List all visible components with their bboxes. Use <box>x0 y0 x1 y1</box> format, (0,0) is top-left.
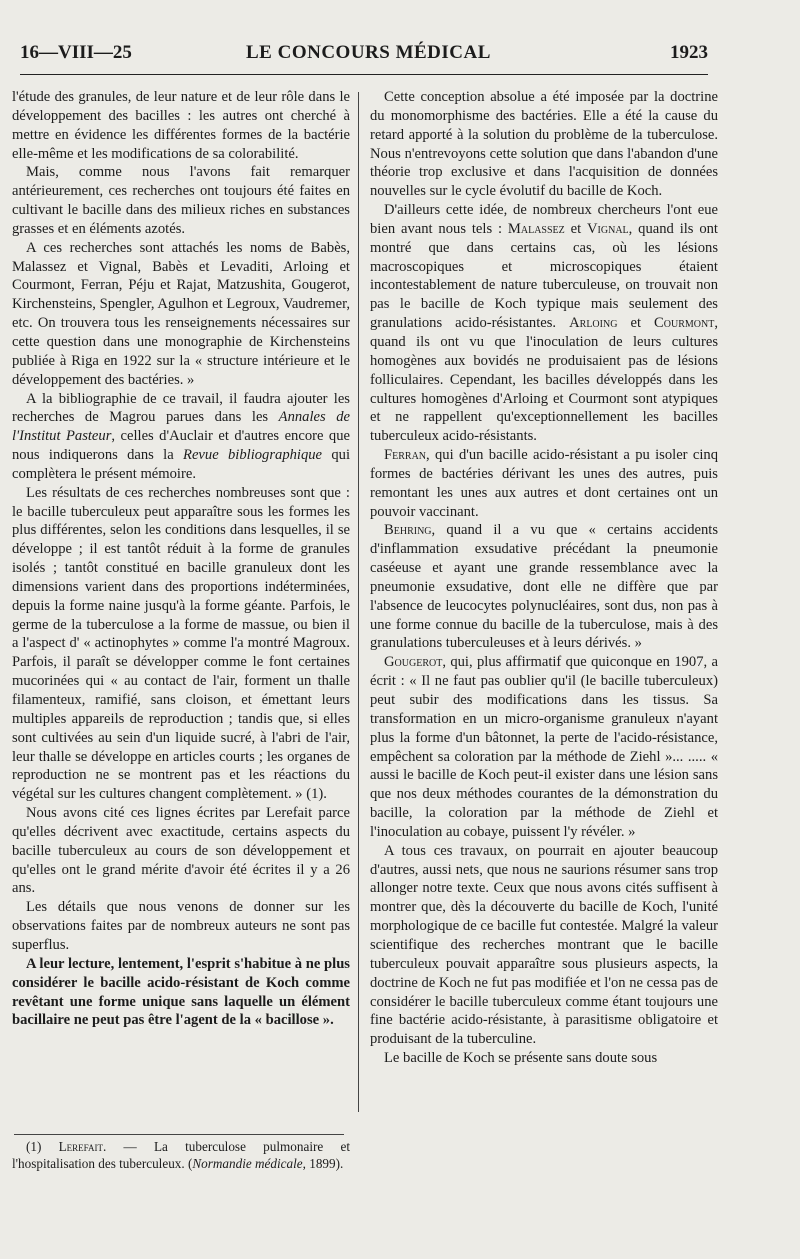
text-run: , celles d'Auclair et d'autres encore que nous indiquerons dans la <box>12 428 350 464</box>
column-divider <box>358 92 359 1112</box>
text-run: , qui, plus affirmatif que quiconque en 1907, a écrit : « Il ne faut pas oublier qu'il (le bacille tuberculeux) peut subir des modifications dans les tissus. Sa transformation en un micro-organisme granuleux n'ayant plus la forme d'un bâtonnet, la perte de l'acido-résistance, empêchent sa coloration par la méthode de Ziehl »... ..... « aussi le bacille de Koch peut-il exister dans une lésion sans que nos deux méthodes courantes de la démonstration du bacille, la coloration par la méthode de Ziehl et l'inoculation au cobaye, puissent l'y révéler. » <box>370 654 718 840</box>
journal-title: LE CONCOURS MÉDICAL <box>246 42 491 63</box>
paragraph: A ces recherches sont attachés les noms de Babès, Malassez et Vignal, Babès et Levaditi, Arloing et Courmont, Ferran, Péju et Rajat, Matzushita, Gougerot, Kirchensteins, Spengler, Agulhon et Legroux, Vaudremer, etc. On trouvera tous les renseignements nécessaires sur cette question dans une monographie de Kirchensteins publiée à Riga en 1922 sur la « structure intérieure et le développement des bactéries. » <box>12 239 350 388</box>
page-number: 16—VIII—25 <box>20 42 132 63</box>
journal-name: Annales de l'Institut Pasteur <box>12 409 350 445</box>
paragraph: A leur lecture, lentement, l'esprit s'habitue à ne plus considérer le bacille acido-résistant de Koch comme revêtant une forme unique sans laquelle un élément bacillaire ne peut pas être l'agent de la « bacillose ». <box>12 955 350 1029</box>
journal-name: Revue bibliographique <box>183 447 323 464</box>
right-column <box>370 88 718 1068</box>
author-name: Gougerot <box>384 654 443 671</box>
author-name: Malassez <box>507 220 565 237</box>
footnote-divider <box>14 1134 344 1135</box>
text-run: qui complètera le présent mémoire. <box>12 447 351 482</box>
author-name: Arloing <box>569 315 618 332</box>
paragraph <box>12 390 350 484</box>
paragraph: Les détails que nous venons de donner sur les observations faites par de nombreux auteurs ne sont pas superflus. <box>12 899 350 953</box>
paragraph <box>370 201 718 446</box>
paragraph: Cette conception absolue a été imposée par la doctrine du monomorphisme des bactéries. Elle a été la cause du retard apporté à la solution du problème de la tuberculose. Nous n'entrevoyons cette solution que dans l'abandon d'une théorie trop exclusive et dans l'acquisition de données nouvelles sur le cycle évolutif du bacille de Koch. <box>370 89 718 200</box>
text-run: et <box>564 220 588 237</box>
paragraph: Mais, comme nous l'avons fait remarquer antérieurement, ces recherches ont toujours été faites en cultivant le bacille dans des milieux riches en substances grasses et en éléments azotés. <box>12 164 350 237</box>
author-name: Vignal <box>587 220 629 237</box>
left-column <box>12 88 350 1030</box>
text-run: et <box>617 315 655 332</box>
author-name: Lerefait. <box>58 1139 107 1154</box>
text-run: , 1899). <box>302 1156 344 1171</box>
paragraph: A tous ces travaux, on pourrait en ajouter beaucoup d'autres, aussi nets, que nous ne saurions résumer sans trop allonger notre texte. Ceux que nous avons cités suffisent à montrer que, dès la découverte du bacille de Koch, l'unité morphologique de ce bacille fut contestée. Malgré la valeur scientifique des recherches montrant que le bacille tuberculeux pouvait apparaître sous plusieurs aspects, la doctrine de Koch ne fut pas modifiée et l'on ne cessa pas de considérer le bacille tuberculeux comme étant toujours une fine bactérie acido-résistante, à parasitisme obligatoire et produisant de la tuberculine. <box>370 842 718 1048</box>
page-header <box>20 40 708 75</box>
paragraph: Nous avons cité ces lignes écrites par Lerefait parce qu'elles décrivent avec exactitude, certains aspects du bacille tuberculeux au cours de son développement et qu'elles ont le grand mérite d'avoir été écrites il y a 26 ans. <box>12 805 350 897</box>
author-name: Courmont <box>654 315 715 332</box>
paragraph: Les résultats de ces recherches nombreuses sont que : le bacille tuberculeux peut apparaître sous les formes les plus différentes, selon les conditions dans lesquelles, il se développe ; il est tantôt réduit à la forme de granules isolés ; tantôt constitué en bacille granuleux dont les dimensions varient dans des proportions indéterminées, depuis la forme naine jusqu'à la forme géante. Parfois, le germe de la tuberculose a la forme de massue, ou bien il a l'aspect d' « actinophytes » comme l'a montré Magroux. Parfois, il paraît se développer comme le font certaines mucorinées qui « au contact de l'air, forment un thalle filamenteux, ramifié, sans cloison, et émettant leurs multiples appareils de reproduction ; tandis que, si elles sont cultivées au sein d'un liquide sucré, à l'abri de l'air, leur thalle se développe en articles courts ; les organes de reproduction ne se montrent pas et les réactions du végétal sur les cultures changent complètement. » (1). <box>12 484 350 803</box>
text-run: , qui d'un bacille acido-résistant a pu isoler cinq formes de bactéries dérivant les unes des autres, puis remontant les unes aux autres et dont certaines ont un pouvoir vaccinant. <box>370 447 718 520</box>
text-run: — La tuberculose pulmonaire et l'hospitalisation des tuberculeux. ( <box>12 1139 350 1171</box>
paragraph <box>370 521 718 653</box>
author-name: Behring <box>384 522 432 539</box>
author-name: Ferran <box>384 447 427 464</box>
text-run: , quand ils ont vu que l'inoculation de leurs cultures homogènes aux bovidés ne produisaient pas de lésions folliculaires. Cependant, les bacilles développés dans les cultures homogènes d'Arloing et Courmont sont atypiques et ne rappellent qu'exceptionnellement les bacilles tuberculeux acido-résistants. <box>370 315 718 445</box>
footnote <box>12 1138 350 1172</box>
paragraph <box>370 653 718 841</box>
footnote-text <box>12 1138 350 1172</box>
text-run: , quand il a vu que « certains accidents d'inflammation exsudative précédant la pneumonie caséeuse et ayant une grande ressemblance avec la pneumonie exsudative, dont elle ne diffère que par l'absence de leucocytes polynucléaires, sont dus, non pas à une forme connue du bacille de la tuberculose, mais à des granulations tuberculeuses et à leurs dérivés. » <box>370 522 718 652</box>
text-run: A la bibliographie de ce travail, il faudra ajouter les recherches de Magrou parues dans les <box>12 390 350 426</box>
paragraph: l'étude des granules, de leur nature et de leur rôle dans le développement des bacilles : les autres ont cherché à mettre en évidence les différentes formes de la bactérie elle-même et les modifications de sa colorabilité. <box>12 89 350 162</box>
journal-name: Normandie médicale <box>192 1156 303 1171</box>
year: 1923 <box>670 42 708 63</box>
text-run: (1) <box>26 1139 59 1154</box>
paragraph <box>370 446 718 521</box>
paragraph: Le bacille de Koch se présente sans doute sous <box>384 1050 658 1067</box>
text-run: , quand ils ont montré que dans certains cas, où les lésions macroscopiques et microscopiques étaient incontestablement de nature tuberculeuse, on trouvait non pas le bacille de Koch typique mais seulement des granulations acido-résistantes. <box>370 220 718 332</box>
text-run: D'ailleurs cette idée, de nombreux chercheurs l'ont eue bien avant nous tels : <box>370 202 718 237</box>
